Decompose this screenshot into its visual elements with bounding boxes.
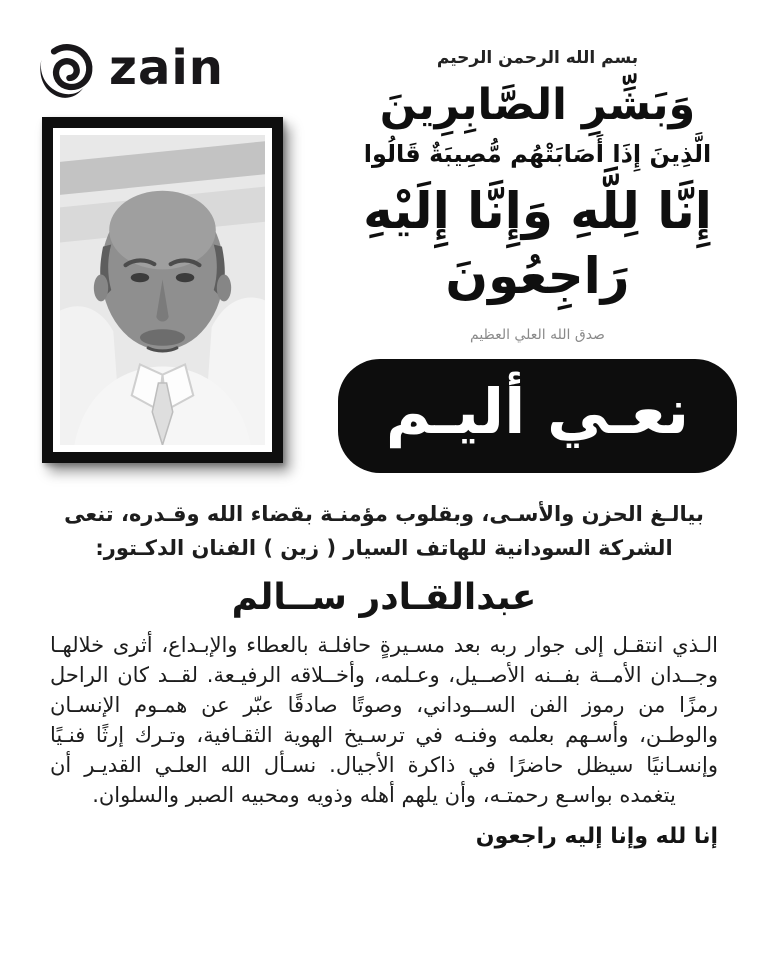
zain-swirl-icon — [33, 36, 103, 106]
announcement-body — [50, 497, 718, 849]
obituary-banner: نعـي أليـم — [338, 359, 737, 473]
portrait-frame — [42, 117, 283, 463]
zain-logo — [33, 36, 224, 106]
verse-attribution: صدق الله العلي العظيم — [470, 327, 605, 344]
closing-istirjaa: إنا لله وإنا إليه راجعون — [475, 824, 718, 850]
intro-paragraph: بيالـغ الحزن والأسـى، وبقلوب مؤمنـة بقضاء الله وقـدره، تنعى الشركة السودانية للهاتف السيار ( زين ) الفنان الدكـتور: — [64, 502, 704, 561]
eulogy-paragraph: الـذي انتقـل إلى جوار ربه بعد مسـيرةٍ حافلـة بالعطاء والإبـداع، أثرى خلالهـا وجــدان الأمــة بفــنه الأصــيل، وعـلمه، وأخــلاقه الرفيـعة. لقــد كان الراحل رمزًا من رموز الفن الســوداني، وصوتًا صادقًا عبّر عن همـوم الإنسـان والوطـن، وأسـهم بعلمه وفنـه في ترسـيخ الهوية الثقـافية، وتـرك إرثًا فنـيًا وإنسـانيًا سيظل حاضرًا في ذاكرة الأجيال. نسـأل الله العلـي القديـر أن يتغمده بواسـع رحمتـه، وأن يلهم أهله وذويه ومحبيه الصبر والسلوان. — [50, 633, 718, 808]
zain-wordmark: zain — [109, 40, 224, 96]
quran-verse-line-1: وَبَشِّرِ الصَّابِرِينَ — [379, 80, 696, 130]
quran-verse-line-2: الَّذِينَ إِذَا أَصَابَتْهُم مُّصِيبَةٌ قَالُوا — [363, 139, 712, 168]
quran-verse-line-3: إِنَّا لِلَّهِ وَإِنَّا إِلَيْهِ رَاجِعُونَ — [363, 182, 712, 306]
portrait-photo — [60, 135, 265, 445]
deceased-name: عبدالقـادر ســالم — [231, 577, 537, 619]
header-column — [310, 48, 765, 473]
bismillah-text: بسم الله الرحمن الرحيم — [436, 48, 639, 68]
